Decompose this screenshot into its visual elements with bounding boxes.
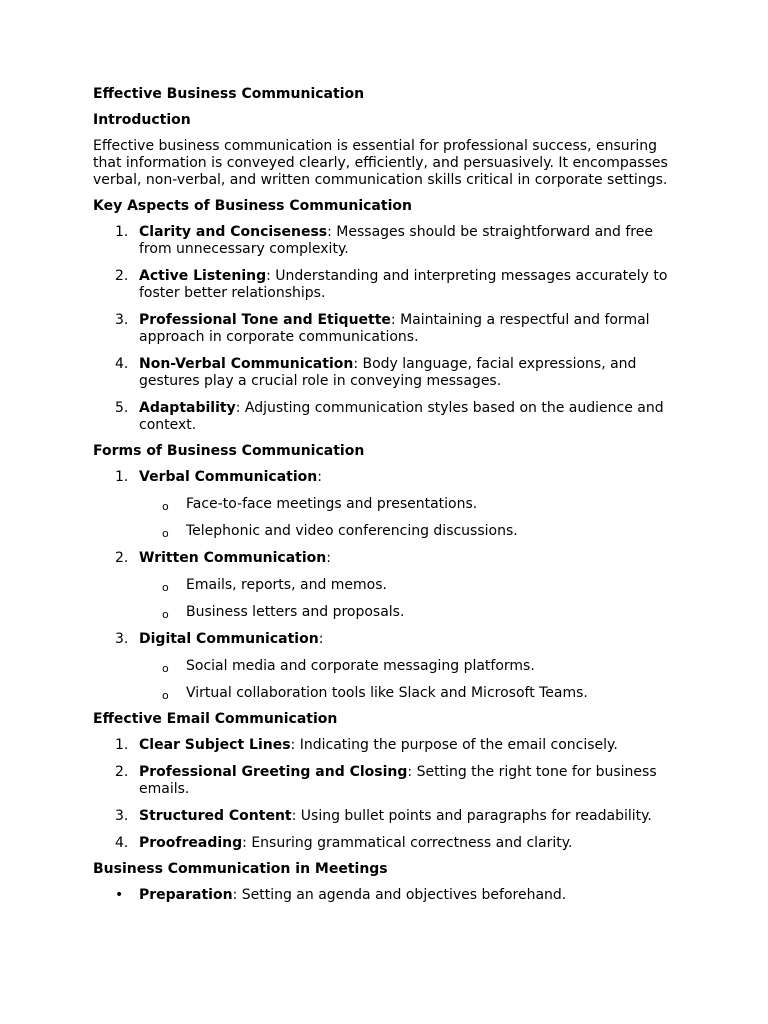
list-term: Structured Content xyxy=(139,808,292,824)
list-number: 5. xyxy=(115,400,129,416)
sub-list-item xyxy=(93,523,683,540)
list-text: : Adjusting communication styles based on the audience and context. xyxy=(139,400,664,433)
list-item xyxy=(93,887,683,904)
list-text: : Understanding and interpreting messages accurately to foster better relationships. xyxy=(139,268,668,301)
list-text: : Body language, facial expressions, and gestures play a crucial role in conveying messages. xyxy=(139,356,637,389)
sub-list-text: Emails, reports, and memos. xyxy=(186,577,387,593)
meetings-list xyxy=(93,887,683,904)
list-term: Proofreading xyxy=(139,835,243,851)
list-number: 4. xyxy=(115,356,129,372)
document-title: Effective Business Communication xyxy=(93,86,365,102)
list-number: 2. xyxy=(115,550,129,566)
sub-list-text: Face-to-face meetings and presentations. xyxy=(186,496,478,512)
list-item xyxy=(93,631,683,648)
list-text: : Maintaining a respectful and formal approach in corporate communications. xyxy=(139,312,650,345)
list-number: 2. xyxy=(115,764,129,780)
email-list xyxy=(93,737,683,852)
list-text: : Setting an agenda and objectives beforehand. xyxy=(232,887,567,903)
list-term: Professional Tone and Etiquette xyxy=(139,312,391,328)
list-item xyxy=(93,400,683,434)
circle-bullet-icon: o xyxy=(162,689,169,702)
intro-paragraph: Effective business communication is essential for professional success, ensuring that information is conveyed clearly, efficiently, and persuasively. It encompasses verbal, non-verbal, and written communication skills critical in corporate settings. xyxy=(93,138,668,188)
list-term: Written Communication xyxy=(139,550,327,566)
list-term: Digital Communication xyxy=(139,631,319,647)
sub-list-text: Business letters and proposals. xyxy=(186,604,405,620)
list-text: : Using bullet points and paragraphs for readability. xyxy=(291,808,652,824)
list-item xyxy=(93,268,683,302)
sub-list-item xyxy=(93,577,683,594)
list-term: Clarity and Conciseness xyxy=(139,224,328,240)
bullet-icon: • xyxy=(115,887,124,903)
sub-list-text: Telephonic and video conferencing discussions. xyxy=(186,523,518,539)
circle-bullet-icon: o xyxy=(162,527,169,540)
list-number: 3. xyxy=(115,808,129,824)
sub-list-item xyxy=(93,496,683,513)
section-heading-forms: Forms of Business Communication xyxy=(93,443,365,459)
list-item xyxy=(93,356,683,390)
sub-list xyxy=(93,658,683,702)
list-number: 2. xyxy=(115,268,129,284)
sub-list-text: Social media and corporate messaging platforms. xyxy=(186,658,535,674)
list-text: : Ensuring grammatical correctness and clarity. xyxy=(242,835,573,851)
section-heading-email: Effective Email Communication xyxy=(93,711,338,727)
list-item xyxy=(93,835,683,852)
list-term: Adaptability xyxy=(139,400,236,416)
circle-bullet-icon: o xyxy=(162,581,169,594)
list-item xyxy=(93,550,683,567)
list-term: Verbal Communication xyxy=(139,469,318,485)
list-item xyxy=(93,808,683,825)
section-heading-meetings: Business Communication in Meetings xyxy=(93,861,388,877)
list-term: Non-Verbal Communication xyxy=(139,356,354,372)
forms-list xyxy=(93,469,683,702)
list-number: 1. xyxy=(115,224,129,240)
list-text: : Setting the right tone for business emails. xyxy=(139,764,657,797)
sub-list-item xyxy=(93,658,683,675)
list-text: : xyxy=(318,631,324,647)
circle-bullet-icon: o xyxy=(162,662,169,675)
list-item xyxy=(93,312,683,346)
section-heading-introduction: Introduction xyxy=(93,112,191,128)
list-term: Active Listening xyxy=(139,268,267,284)
sub-list xyxy=(93,577,683,621)
list-text: : Indicating the purpose of the email concisely. xyxy=(290,737,618,753)
list-term: Clear Subject Lines xyxy=(139,737,291,753)
sub-list xyxy=(93,496,683,540)
section-heading-key-aspects: Key Aspects of Business Communication xyxy=(93,198,412,214)
circle-bullet-icon: o xyxy=(162,500,169,513)
list-number: 1. xyxy=(115,737,129,753)
sub-list-item xyxy=(93,604,683,621)
list-item xyxy=(93,737,683,754)
sub-list-text: Virtual collaboration tools like Slack and Microsoft Teams. xyxy=(186,685,588,701)
list-number: 1. xyxy=(115,469,129,485)
document-page xyxy=(93,86,683,913)
list-item xyxy=(93,224,683,258)
list-item xyxy=(93,469,683,486)
circle-bullet-icon: o xyxy=(162,608,169,621)
list-number: 3. xyxy=(115,631,129,647)
list-number: 4. xyxy=(115,835,129,851)
key-aspects-list xyxy=(93,224,683,434)
list-number: 3. xyxy=(115,312,129,328)
list-text: : xyxy=(326,550,331,566)
list-text: : Messages should be straightforward and free from unnecessary complexity. xyxy=(139,224,653,257)
list-term: Preparation xyxy=(139,887,233,903)
list-item xyxy=(93,764,683,798)
list-text: : xyxy=(317,469,322,485)
list-term: Professional Greeting and Closing xyxy=(139,764,408,780)
sub-list-item xyxy=(93,685,683,702)
